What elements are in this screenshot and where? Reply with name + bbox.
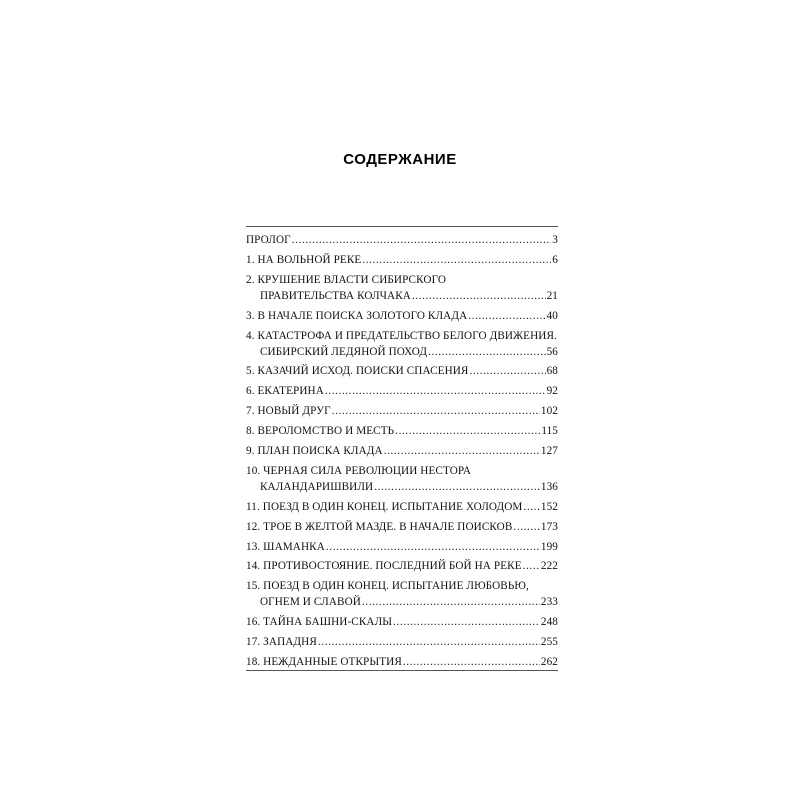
- toc-entry-page: 222: [540, 560, 558, 573]
- toc-entry-title: 3. В НАЧАЛЕ ПОИСКА ЗОЛОТОГО КЛАДА: [246, 309, 468, 322]
- toc-entry-page: 248: [540, 616, 558, 629]
- toc-entry-title: 18. НЕЖДАННЫЕ ОТКРЫТИЯ: [246, 656, 402, 669]
- dot-leader: [403, 654, 540, 670]
- dot-leader: [468, 308, 545, 324]
- toc-entry-page: 92: [546, 385, 558, 398]
- toc-entry: [246, 328, 558, 360]
- dot-leader: [469, 363, 545, 379]
- dot-leader: [362, 594, 540, 610]
- toc-entry: [246, 634, 558, 650]
- dot-leader: [412, 288, 546, 304]
- dot-leader: [523, 558, 540, 574]
- toc-entry: [246, 578, 558, 610]
- toc-entry-title: 1. НА ВОЛЬНОЙ РЕКЕ: [246, 253, 362, 266]
- toc-entry: [246, 463, 558, 495]
- toc-entry: [246, 499, 558, 515]
- toc-entry-title: ПРОЛОГ: [246, 234, 291, 246]
- toc-entry-title: 10. ЧЕРНАЯ СИЛА РЕВОЛЮЦИИ НЕСТОРА: [246, 464, 471, 477]
- dot-leader: [292, 232, 552, 248]
- toc-entry-title: 15. ПОЕЗД В ОДИН КОНЕЦ. ИСПЫТАНИЕ ЛЮБОВЬЮ,: [246, 580, 529, 593]
- toc-entry-page: 6: [552, 253, 558, 266]
- toc-entry: [246, 252, 558, 268]
- toc-entry-page: 21: [546, 289, 558, 302]
- toc-entry-title-continued: СИБИРСКИЙ ЛЕДЯНОЙ ПОХОД: [260, 345, 428, 358]
- toc-entry-page: 152: [540, 500, 558, 513]
- toc-entry: [246, 519, 558, 535]
- toc-entry-page: 115: [541, 425, 558, 438]
- toc-entry: [246, 558, 558, 574]
- toc-entry-title: 8. ВЕРОЛОМСТВО И МЕСТЬ: [246, 425, 395, 438]
- toc-entry: [246, 423, 558, 439]
- dot-leader: [513, 519, 539, 535]
- dot-leader: [374, 479, 540, 495]
- toc-entry-title: 17. ЗАПАДНЯ: [246, 636, 317, 649]
- toc-entry: [246, 383, 558, 399]
- toc-entry-title: 7. НОВЫЙ ДРУГ: [246, 405, 331, 418]
- toc-entry-title: 11. ПОЕЗД В ОДИН КОНЕЦ. ИСПЫТАНИЕ ХОЛОДОМ: [246, 500, 523, 513]
- dot-leader: [332, 403, 540, 419]
- toc-top-rule: [246, 226, 558, 227]
- toc-entry-title: 4. КАТАСТРОФА И ПРЕДАТЕЛЬСТВО БЕЛОГО ДВИЖЕНИЯ.: [246, 329, 557, 342]
- toc-entry-page: 68: [546, 365, 558, 378]
- dot-leader: [395, 423, 540, 439]
- toc-entry-page: 233: [540, 596, 558, 609]
- table-of-contents: [246, 232, 558, 674]
- toc-entry-title-continued: ПРАВИТЕЛЬСТВА КОЛЧАКА: [260, 289, 411, 302]
- toc-entry: [246, 363, 558, 379]
- toc-entry-title: 5. КАЗАЧИЙ ИСХОД. ПОИСКИ СПАСЕНИЯ: [246, 365, 469, 378]
- toc-entry-title: 16. ТАЙНА БАШНИ-СКАЛЫ: [246, 616, 393, 629]
- toc-bottom-rule: [246, 670, 558, 671]
- dot-leader: [523, 499, 539, 515]
- toc-entry-page: 102: [540, 405, 558, 418]
- dot-leader: [428, 344, 546, 360]
- toc-entry-page: 3: [552, 234, 558, 246]
- dot-leader: [384, 443, 540, 459]
- toc-entry: [246, 272, 558, 304]
- dot-leader: [318, 634, 540, 650]
- toc-entry: [246, 443, 558, 459]
- toc-entry-page: 56: [546, 345, 558, 358]
- toc-entry-title: 9. ПЛАН ПОИСКА КЛАДА: [246, 445, 383, 458]
- toc-entry-title-continued: КАЛАНДАРИШВИЛИ: [260, 480, 374, 493]
- toc-entry-title: 6. ЕКАТЕРИНА: [246, 385, 324, 398]
- toc-entry-page: 262: [540, 656, 558, 669]
- toc-entry-page: 173: [540, 520, 558, 533]
- toc-entry: [246, 403, 558, 419]
- toc-entry: [246, 232, 558, 248]
- toc-entry: [246, 654, 558, 670]
- dot-leader: [362, 252, 551, 268]
- toc-entry: [246, 308, 558, 324]
- toc-entry-title: 13. ШАМАНКА: [246, 540, 325, 553]
- toc-entry-title: 14. ПРОТИВОСТОЯНИЕ. ПОСЛЕДНИЙ БОЙ НА РЕКЕ: [246, 560, 522, 573]
- page-title: СОДЕРЖАНИЕ: [343, 151, 457, 168]
- toc-entry: [246, 614, 558, 630]
- toc-entry-title-continued: ОГНЕМ И СЛАВОЙ: [260, 596, 361, 609]
- dot-leader: [325, 383, 546, 399]
- toc-entry-page: 199: [540, 540, 558, 553]
- toc-entry-page: 255: [540, 636, 558, 649]
- toc-entry-page: 127: [540, 445, 558, 458]
- toc-entry-page: 40: [546, 309, 558, 322]
- toc-entry-page: 136: [540, 480, 558, 493]
- dot-leader: [393, 614, 540, 630]
- toc-entry-title: 12. ТРОЕ В ЖЕЛТОЙ МАЗДЕ. В НАЧАЛЕ ПОИСКОВ: [246, 520, 513, 533]
- toc-entry-title: 2. КРУШЕНИЕ ВЛАСТИ СИБИРСКОГО: [246, 273, 447, 286]
- dot-leader: [326, 539, 540, 555]
- toc-entry: [246, 539, 558, 555]
